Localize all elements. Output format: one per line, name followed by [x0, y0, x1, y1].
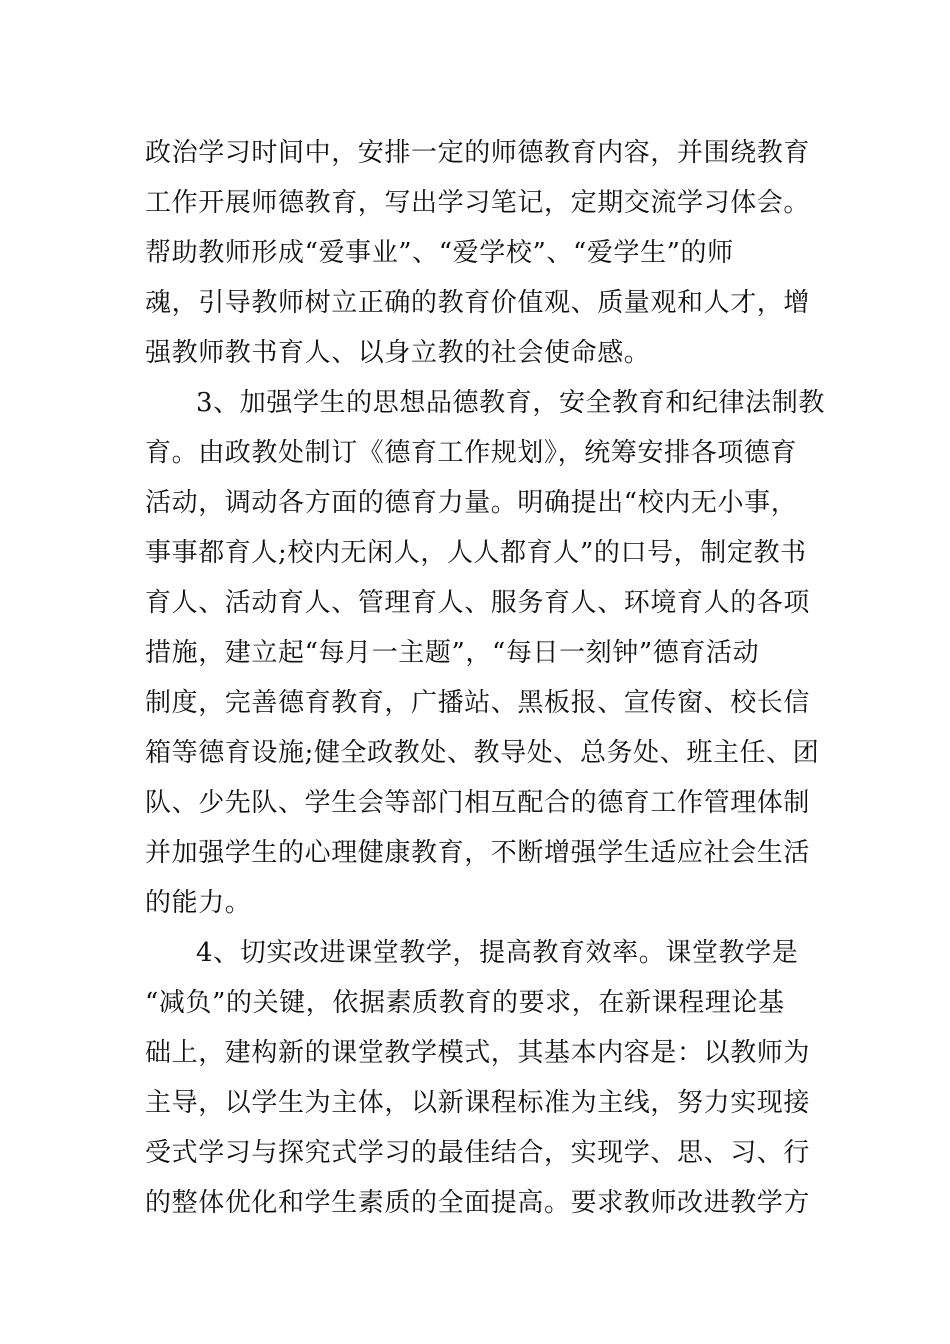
text-line: 活动，调动各方面的德育力量。明确提出“校内无小事，: [145, 488, 798, 518]
text-line: 工作开展师德教育，写出学习笔记，定期交流学习体会。: [145, 188, 811, 218]
text-line: 育人、活动育人、管理育人、服务育人、环境育人的各项: [145, 588, 811, 618]
text-line: 帮助教师形成“爱事业”、“爱学校”、“爱学生”的师: [145, 238, 734, 268]
text-line: 的整体优化和学生素质的全面提高。要求教师改进教学方: [145, 1188, 811, 1218]
text-line: 事事都育人;校内无闲人，人人都育人”的口号，制定教书: [145, 538, 807, 568]
text-line: 政治学习时间中，安排一定的师德教育内容，并围绕教育: [145, 138, 811, 168]
text-line: 措施，建立起“每月一主题”，“每日一刻钟”德育活动: [145, 638, 760, 668]
text-line: 强教师教书育人、以身立教的社会使命感。: [145, 338, 651, 368]
text-line: 础上，建构新的课堂教学模式，其基本内容是：以教师为: [145, 1038, 811, 1068]
text-line: 制度，完善德育教育，广播站、黑板报、宣传窗、校长信: [145, 688, 811, 718]
text-line: 主导，以学生为主体，以新课程标准为主线，努力实现接: [145, 1088, 811, 1118]
text-line: 的能力。: [145, 888, 252, 918]
paragraph-3-first-line: 3、加强学生的思想品德教育，安全教育和纪律法制教: [196, 388, 825, 418]
text-line: 育。由政教处制订《德育工作规划》，统筹安排各项德育: [145, 438, 798, 468]
text-line: 受式学习与探究式学习的最佳结合，实现学、思、习、行: [145, 1138, 811, 1168]
text-line: 箱等德育设施;健全政教处、教导处、总务处、班主任、团: [145, 738, 820, 768]
paragraph-4-first-line: 4、切实改进课堂教学，提高教育效率。课堂教学是: [196, 938, 799, 968]
text-line: 魂，引导教师树立正确的教育价值观、质量观和人才，增: [145, 288, 811, 318]
text-line: 并加强学生的心理健康教育，不断增强学生适应社会生活: [145, 838, 811, 868]
text-line: 队、少先队、学生会等部门相互配合的德育工作管理体制: [145, 788, 811, 818]
text-line: “减负”的关键，依据素质教育的要求，在新课程理论基: [145, 988, 785, 1018]
